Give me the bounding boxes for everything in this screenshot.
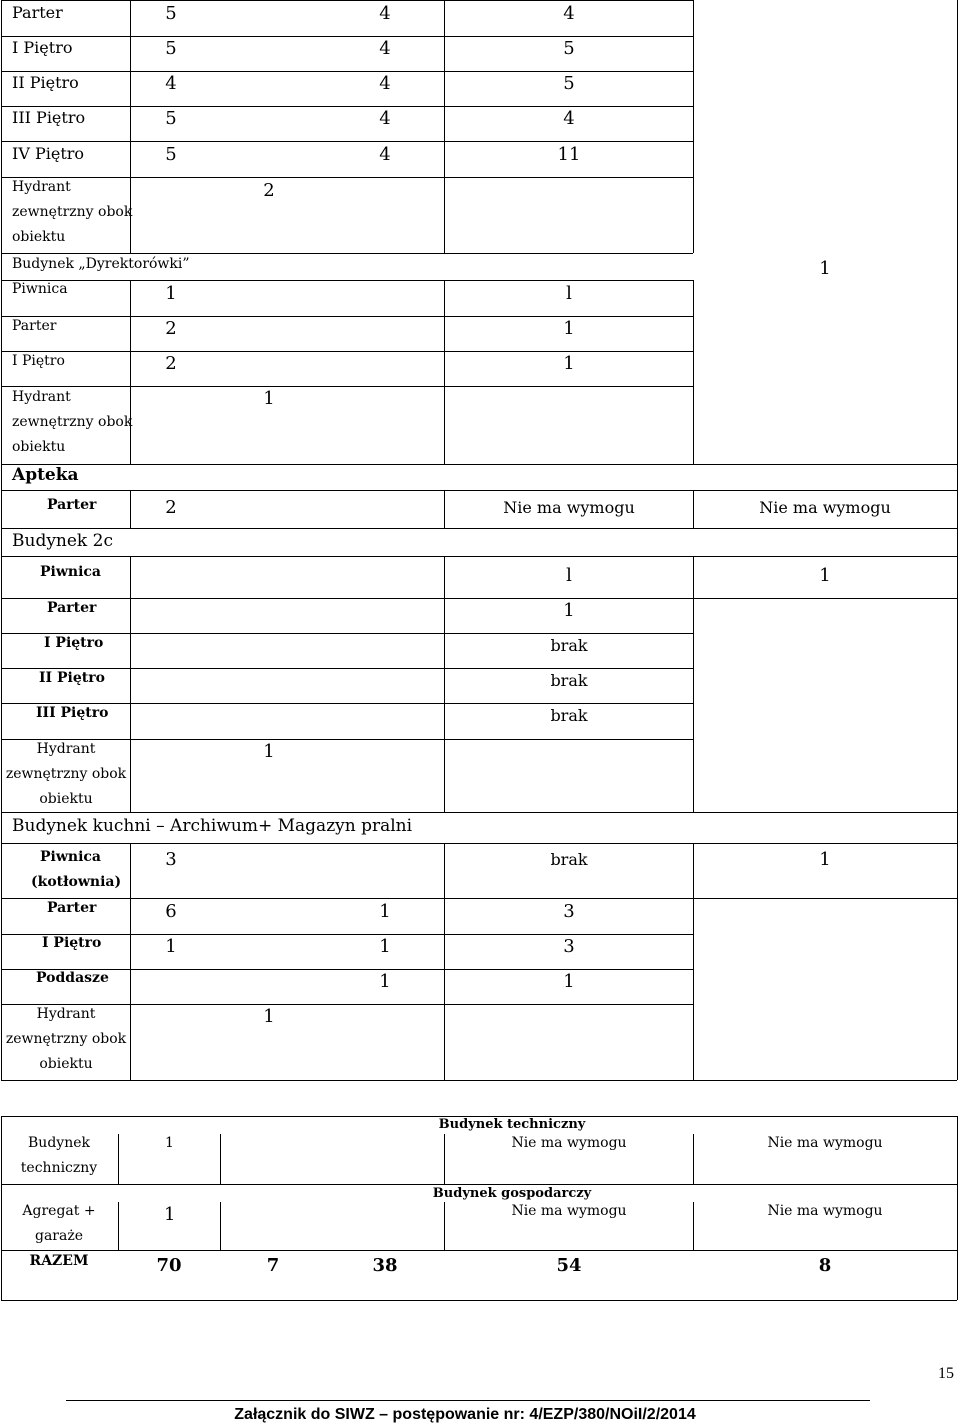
row-label: Agregat + [22, 1203, 96, 1219]
cell-value: brak [550, 850, 588, 869]
cell-value: 1 [563, 971, 575, 992]
row-label: Parter [47, 497, 97, 513]
cell-value: 5 [165, 144, 177, 165]
cell-value: 1 [819, 565, 831, 586]
cell-value: 5 [165, 108, 177, 129]
row-label: I Piętro [44, 635, 104, 651]
cell-value: 1 [819, 258, 831, 279]
cell-value: 3 [563, 936, 575, 957]
cell-value: l [566, 565, 572, 586]
row-label: Piwnica [12, 281, 68, 297]
hydrant-label: obiektu [39, 791, 93, 807]
section-title: Apteka [12, 465, 79, 485]
section-header: Budynek techniczny [438, 1117, 586, 1132]
cell-value: 5 [563, 38, 575, 59]
cell-value: brak [550, 636, 588, 655]
cell-value: 1 [263, 388, 275, 409]
total-value: 8 [818, 1255, 832, 1276]
cell-value: 1 [165, 936, 177, 957]
section-title: Budynek „Dyrektorówki” [12, 256, 190, 272]
row-label: Parter [12, 3, 63, 22]
total-value: 38 [372, 1255, 398, 1276]
cell-value: 4 [165, 73, 177, 94]
cell-value: 4 [379, 144, 391, 165]
cell-value: Nie ma wymogu [767, 1203, 883, 1219]
row-label: Parter [47, 900, 97, 916]
row-label: garaże [34, 1228, 84, 1244]
row-label: Piwnica [40, 849, 101, 865]
cell-value: 2 [165, 497, 177, 518]
cell-value: 1 [165, 283, 177, 304]
hydrant-label: Hydrant [12, 389, 71, 405]
cell-value: 4 [379, 108, 391, 129]
cell-value: 1 [563, 318, 575, 339]
hydrant-label: obiektu [39, 1056, 93, 1072]
row-label: III Piętro [12, 108, 86, 127]
row-label: Parter [12, 318, 57, 334]
footer-text: Załącznik do SIWZ – postępowanie nr: 4/EZP/380/NOiI/2/2014 [234, 1406, 696, 1423]
hydrant-label: obiektu [12, 439, 66, 455]
row-label: Parter [47, 600, 97, 616]
row-label: I Piętro [12, 353, 65, 369]
row-label: (kotłownia) [31, 874, 122, 890]
cell-value: 4 [563, 108, 575, 129]
cell-value: 2 [165, 318, 177, 339]
row-label: techniczny [20, 1160, 98, 1176]
page-number: 15 [938, 1365, 954, 1382]
hydrant-label: zewnętrzny obok [12, 414, 133, 430]
hydrant-label: zewnętrzny obok [5, 766, 127, 782]
cell-value: 5 [165, 38, 177, 59]
cell-value: 1 [263, 1006, 275, 1027]
cell-value: Nie ma wymogu [503, 498, 635, 517]
hydrant-label: zewnętrzny obok [5, 1031, 127, 1047]
row-label: IV Piętro [12, 144, 85, 163]
cell-value: Nie ma wymogu [759, 498, 891, 517]
total-value: 7 [266, 1255, 280, 1276]
cell-value: 5 [563, 73, 575, 94]
cell-value: 4 [379, 3, 391, 24]
cell-value: 2 [263, 180, 275, 201]
cell-value: 11 [557, 144, 581, 165]
cell-value: 1 [563, 600, 575, 621]
section-title: Budynek kuchni – Archiwum+ Magazyn pralni [12, 816, 413, 836]
cell-value: 3 [563, 901, 575, 922]
cell-value: brak [550, 671, 588, 690]
cell-value: Nie ma wymogu [511, 1203, 627, 1219]
cell-value: 2 [165, 353, 177, 374]
cell-value: brak [550, 706, 588, 725]
cell-value: 1 [563, 353, 575, 374]
cell-value: Nie ma wymogu [511, 1135, 627, 1151]
cell-value: 1 [379, 936, 391, 957]
row-label: Poddasze [36, 970, 109, 986]
cell-value: 1 [819, 849, 831, 870]
cell-value: 1 [165, 1135, 174, 1151]
hydrant-label: Hydrant [12, 179, 71, 195]
section-header: Budynek gospodarczy [432, 1186, 592, 1201]
cell-value: 3 [165, 849, 177, 870]
cell-value: l [566, 283, 572, 304]
total-label: RAZEM [29, 1253, 89, 1269]
cell-value: 6 [165, 901, 177, 922]
section-title: Budynek 2c [12, 531, 113, 551]
cell-value: 1 [379, 971, 391, 992]
footer-rule [66, 1400, 870, 1401]
row-label: I Piętro [12, 38, 73, 57]
cell-value: 4 [379, 38, 391, 59]
cell-value: Nie ma wymogu [767, 1135, 883, 1151]
cell-value: 1 [263, 741, 275, 762]
hydrant-label: obiektu [12, 229, 66, 245]
cell-value: 1 [164, 1204, 176, 1225]
cell-value: 4 [379, 73, 391, 94]
row-label: Budynek [28, 1135, 90, 1151]
row-label: III Piętro [36, 705, 109, 721]
row-label: II Piętro [39, 670, 105, 686]
cell-value: 1 [379, 901, 391, 922]
hydrant-label: zewnętrzny obok [12, 204, 133, 220]
total-value: 54 [556, 1255, 582, 1276]
row-label: Piwnica [40, 564, 101, 580]
hydrant-label: Hydrant [36, 741, 96, 757]
total-value: 70 [156, 1255, 182, 1276]
row-label: I Piętro [42, 935, 102, 951]
row-label: II Piętro [12, 73, 79, 92]
cell-value: 4 [563, 3, 575, 24]
hydrant-label: Hydrant [36, 1006, 96, 1022]
cell-value: 5 [165, 3, 177, 24]
